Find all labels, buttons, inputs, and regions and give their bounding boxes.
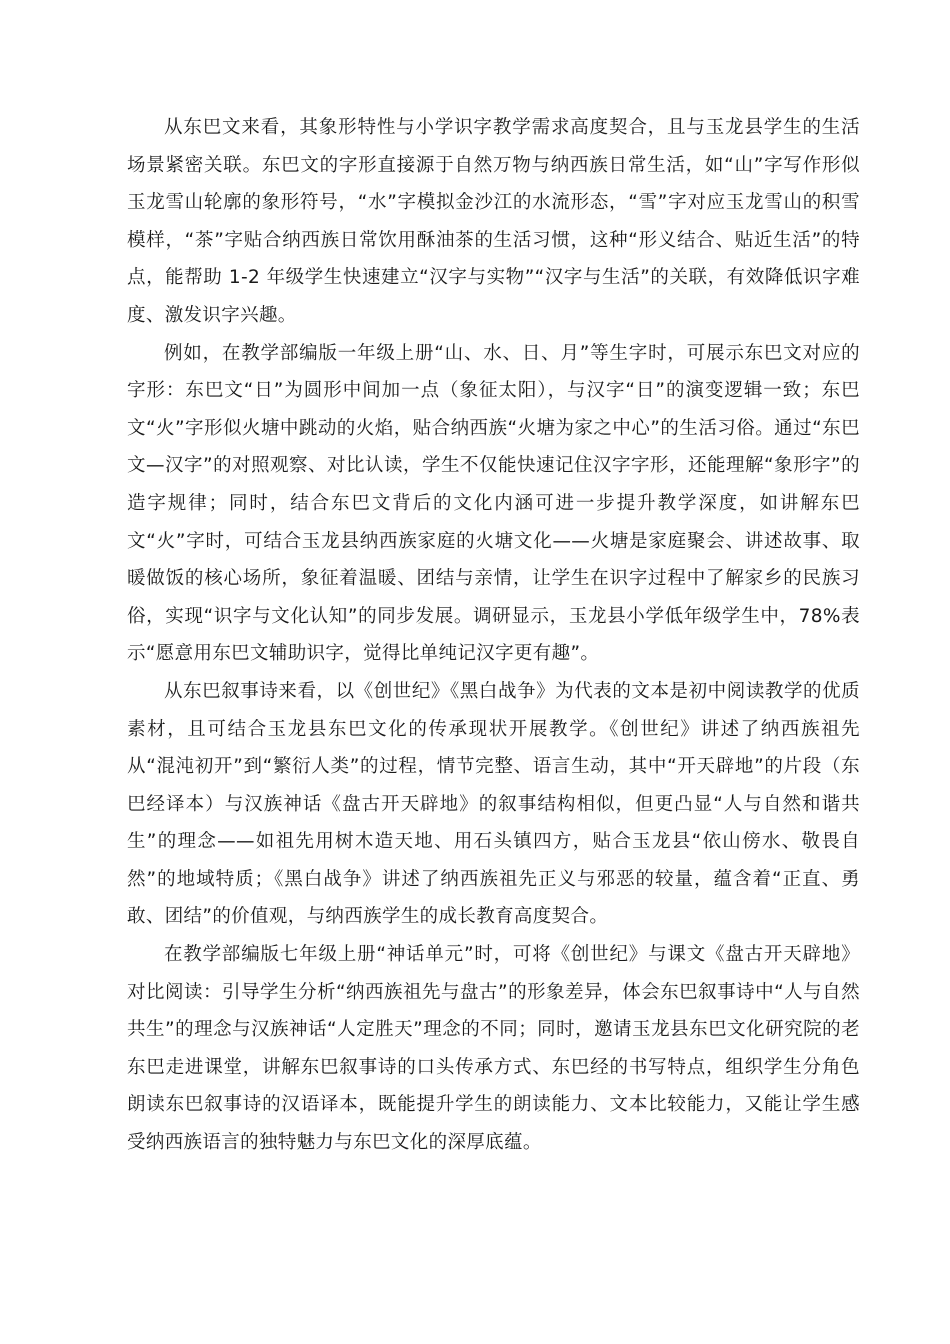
document-body [127, 109, 860, 1162]
paragraph-dongba-script-literacy: 从东巴文来看，其象形特性与小学识字教学需求高度契合，且与玉龙县学生的生活场景紧密关联。东巴文的字形直接源于自然万物与纳西族日常生活，如“山”字写作形似玉龙雪山轮廓的象形符号，“水”字模拟金沙江的水流形态，“雪”字对应玉龙雪山的积雪模样，“茶”字贴合纳西族日常饮用酥油茶的生活习惯，这种“形义结合、贴近生活”的特点，能帮助 1-2 年级学生快速建立“汉字与实物”“汉字与生活”的关联，有效降低识字难度、激发识字兴趣。 [127, 117, 860, 326]
paragraph-grade-seven-myth-unit: 在教学部编版七年级上册“神话单元”时，可将《创世纪》与课文《盘古开天辟地》对比阅读：引导学生分析“纳西族祖先与盘古”的形象差异，体会东巴叙事诗中“人与自然共生”的理念与汉族神话“人定胜天”理念的不同；同时，邀请玉龙县东巴文化研究院的老东巴走进课堂，讲解东巴叙事诗的口头传承方式、东巴经的书写特点，组织学生分角色朗读东巴叙事诗的汉语译本，既能提升学生的朗读能力、文本比较能力，又能让学生感受纳西族语言的独特魅力与东巴文化的深厚底蕴。 [127, 944, 860, 1154]
paragraph-grade-one-example: 例如，在教学部编版一年级上册“山、水、日、月”等生字时，可展示东巴文对应的字形：东巴文“日”为圆形中间加一点（象征太阳），与汉字“日”的演变逻辑一致；东巴文“火”字形似火塘中跳动的火焰，贴合纳西族“火塘为家之中心”的生活习俗。通过“东巴文—汉字”的对照观察、对比认读，学生不仅能快速记住汉字字形，还能理解“象形字”的造字规律；同时，结合东巴文背后的文化内涵可进一步提升教学深度，如讲解东巴文“火”字时，可结合玉龙县纳西族家庭的火塘文化——火塘是家庭聚会、讲述故事、取暖做饭的核心场所，象征着温暖、团结与亲情，让学生在识字过程中了解家乡的民族习俗，实现“识字与文化认知”的同步发展。调研显示，玉龙县小学低年级学生中，78%表示“愿意用东巴文辅助识字，觉得比单纯记汉字更有趣”。 [127, 342, 860, 665]
paragraph-dongba-epic-poems: 从东巴叙事诗来看，以《创世纪》《黑白战争》为代表的文本是初中阅读教学的优质素材，且可结合玉龙县东巴文化的传承现状开展教学。《创世纪》讲述了纳西族祖先从“混沌初开”到“繁衍人类”的过程，情节完整、语言生动，其中“开天辟地”的片段（东巴经译本）与汉族神话《盘古开天辟地》的叙事结构相似，但更凸显“人与自然和谐共生”的理念——如祖先用树木造天地、用石头镇四方，贴合玉龙县“依山傍水、敬畏自然”的地域特质；《黑白战争》讲述了纳西族祖先正义与邪恶的较量，蕴含着“正直、勇敢、团结”的价值观，与纳西族学生的成长教育高度契合。 [127, 680, 860, 928]
